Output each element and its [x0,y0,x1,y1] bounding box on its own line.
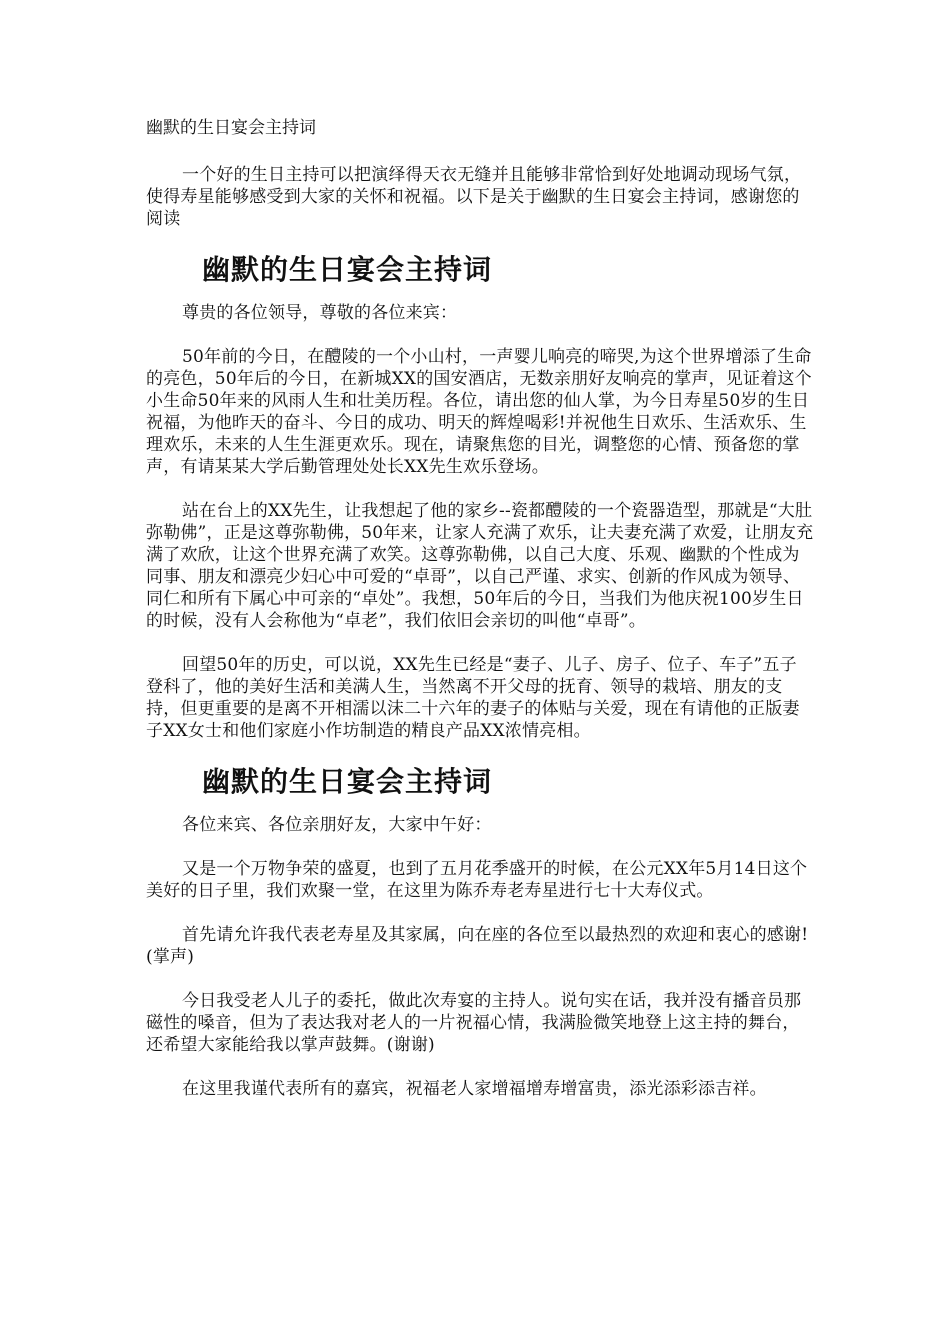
section-1-paragraph-1: 尊贵的各位领导，尊敬的各位来宾： [182,303,458,323]
section-2-paragraph-1: 各位来宾、各位亲朋好友，大家中午好： [182,815,492,835]
section-2-paragraph-3: 首先请允许我代表老寿星及其家属，向在座的各位至以最热烈的欢迎和衷心的感谢!(掌声) [146,925,809,967]
document-title: 幽默的生日宴会主持词 [146,118,316,138]
section-2-paragraph-4: 今日我受老人儿子的委托，做此次寿宴的主持人。说句实在话，我并没有播音员那磁性的嗓音，但为了表达我对老人的一片祝福心情，我满脸微笑地登上这主持的舞台，还希望大家能给我以掌声鼓舞。(谢谢) [146,991,802,1055]
section-1-paragraph-3: 站在台上的XX先生，让我想起了他的家乡--瓷都醴陵的一个瓷器造型，那就是“大肚弥勒佛”，正是这尊弥勒佛，50年来，让家人充满了欢乐，让夫妻充满了欢爱，让朋友充满了欢欣，让这个世界充满了欢笑。这尊弥勒佛，以自己大度、乐观、幽默的个性成为同事、朋友和漂亮少妇心中可爱的“卓哥”，以自己严谨、求实、创新的作风成为领导、同仁和所有下属心中可亲的“卓处”。我想，50年后的今日，当我们为他庆祝100岁生日的时候，没有人会称他为“卓老”，我们依旧会亲切的叫他“卓哥”。 [146,501,814,631]
section-2-paragraph-5: 在这里我谨代表所有的嘉宾，祝福老人家增福增寿增富贵，添光添彩添吉祥。 [182,1079,767,1099]
section-1-paragraph-4: 回望50年的历史，可以说，XX先生已经是“妻子、儿子、房子、位子、车子”五子登科了，他的美好生活和美满人生，当然离不开父母的抚育、领导的栽培、朋友的支持，但更重要的是离不开相濡以沫二十六年的妻子的体贴与关爱，现在有请他的正版妻子XX女士和他们家庭小作坊制造的精良产品XX浓情亮相。 [146,655,800,741]
document-page [146,116,814,1122]
intro-paragraph: 一个好的生日主持可以把演绎得天衣无缝并且能够非常恰到好处地调动现场气氛，使得寿星能够感受到大家的关怀和祝福。以下是关于幽默的生日宴会主持词，感谢您的阅读 [146,165,802,229]
section-2 [146,764,814,1100]
section-1-paragraph-2: 50年前的今日，在醴陵的一个小山村，一声婴儿响亮的啼哭,为这个世界增添了生命的亮色，50年后的今日，在新城XX的国安酒店，无数亲朋好友响亮的掌声，见证着这个小生命50年来的风雨人生和壮美历程。各位，请出您的仙人掌，为今日寿星50岁的生日祝福，为他昨天的奋斗、今日的成功、明天的辉煌喝彩!并祝他生日欢乐、生活欢乐、生理欢乐，未来的人生生涯更欢乐。现在，请聚焦您的目光，调整您的心情、预备您的掌声，有请某某大学后勤管理处处长XX先生欢乐登场。 [146,347,812,477]
section-heading: 幽默的生日宴会主持词 [202,253,493,286]
section-1 [146,252,814,742]
section-2-paragraph-2: 又是一个万物争荣的盛夏，也到了五月花季盛开的时候，在公元XX年5月14日这个美好的日子里，我们欢聚一堂，在这里为陈乔寿老寿星进行七十大寿仪式。 [146,859,808,901]
section-heading: 幽默的生日宴会主持词 [202,765,493,798]
